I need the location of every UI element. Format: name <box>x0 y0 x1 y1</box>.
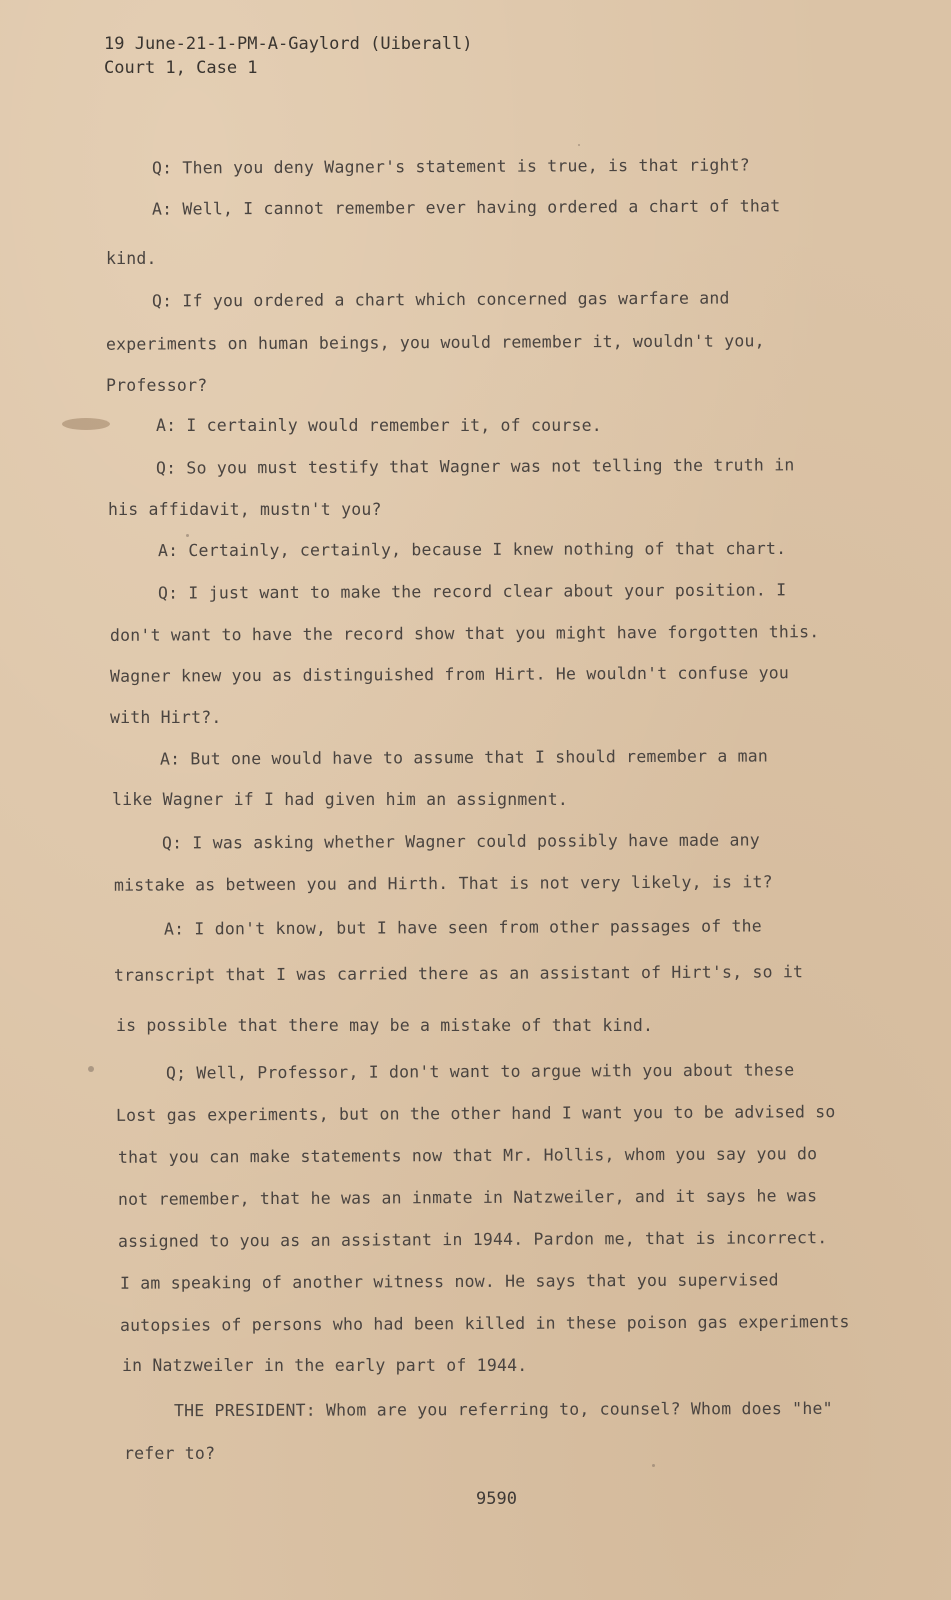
transcript-line: experiments on human beings, you would remember it, wouldn't you, <box>105 331 765 354</box>
transcript-line: Q: Then you deny Wagner's statement is true, is that right? <box>151 155 750 178</box>
transcript-line: Q: If you ordered a chart which concerned gas warfare and <box>151 288 730 311</box>
transcript-line: is possible that there may be a mistake of that kind. <box>116 1016 654 1035</box>
transcript-line: like Wagner if I had given him an assignment. <box>112 790 569 809</box>
paper-smudge <box>62 418 110 430</box>
transcript-line: A: Certainly, certainly, because I knew nothing of that chart. <box>157 538 787 561</box>
paper-speck <box>652 1464 655 1467</box>
paper-speck <box>578 144 580 146</box>
transcript-line: don't want to have the record show that you might have forgotten this. <box>109 622 820 645</box>
transcript-line: transcript that I was carried there as an assistant of Hirt's, so it <box>113 962 804 985</box>
header-session-line: 19 June-21-1-PM-A-Gaylord (Uiberall) <box>104 34 473 54</box>
header-court-line: Court 1, Case 1 <box>104 58 258 78</box>
transcript-line: Q: I was asking whether Wagner could possibly have made any <box>161 830 760 853</box>
transcript-line: I am speaking of another witness now. He says that you supervised <box>119 1270 779 1293</box>
transcript-line: A: But one would have to assume that I should remember a man <box>159 746 769 769</box>
transcript-line: Professor? <box>106 376 208 395</box>
transcript-line: mistake as between you and Hirth. That is not very likely, is it? <box>113 872 773 895</box>
paper-speck <box>186 534 189 537</box>
transcript-line: Q: So you must testify that Wagner was not telling the truth in <box>155 455 795 478</box>
transcript-line: A: I certainly would remember it, of course. <box>156 416 602 435</box>
transcript-line: kind. <box>106 249 157 268</box>
transcript-line: Q; Well, Professor, I don't want to argue with you about these <box>165 1060 795 1083</box>
transcript-line: in Natzweiler in the early part of 1944. <box>122 1356 528 1375</box>
transcript-line: Q: I just want to make the record clear about your position. I <box>157 580 787 603</box>
transcript-line: Lost gas experiments, but on the other hand I want you to be advised so <box>115 1102 836 1125</box>
transcript-line: refer to? <box>124 1444 216 1463</box>
transcript-line: A: Well, I cannot remember ever having ordered a chart of that <box>151 196 781 219</box>
transcript-line: his affidavit, mustn't you? <box>108 500 382 519</box>
transcript-line: not remember, that he was an inmate in Natzweiler, and it says he was <box>117 1186 818 1209</box>
transcript-line: THE PRESIDENT: Whom are you referring to, counsel? Whom does "he" <box>173 1398 833 1421</box>
document-header <box>104 32 472 80</box>
transcript-line: A: I don't know, but I have seen from other passages of the <box>163 916 762 939</box>
transcript-line: autopsies of persons who had been killed in these poison gas experiments <box>119 1312 850 1335</box>
transcript-line: that you can make statements now that Mr. Hollis, whom you say you do <box>117 1144 818 1167</box>
transcript-line: assigned to you as an assistant in 1944. Pardon me, that is incorrect. <box>117 1228 828 1251</box>
page-number: 9590 <box>476 1489 517 1509</box>
transcript-line: Wagner knew you as distinguished from Hirt. He wouldn't confuse you <box>109 663 790 686</box>
paper-speck <box>88 1066 94 1072</box>
transcript-line: with Hirt?. <box>110 708 222 727</box>
